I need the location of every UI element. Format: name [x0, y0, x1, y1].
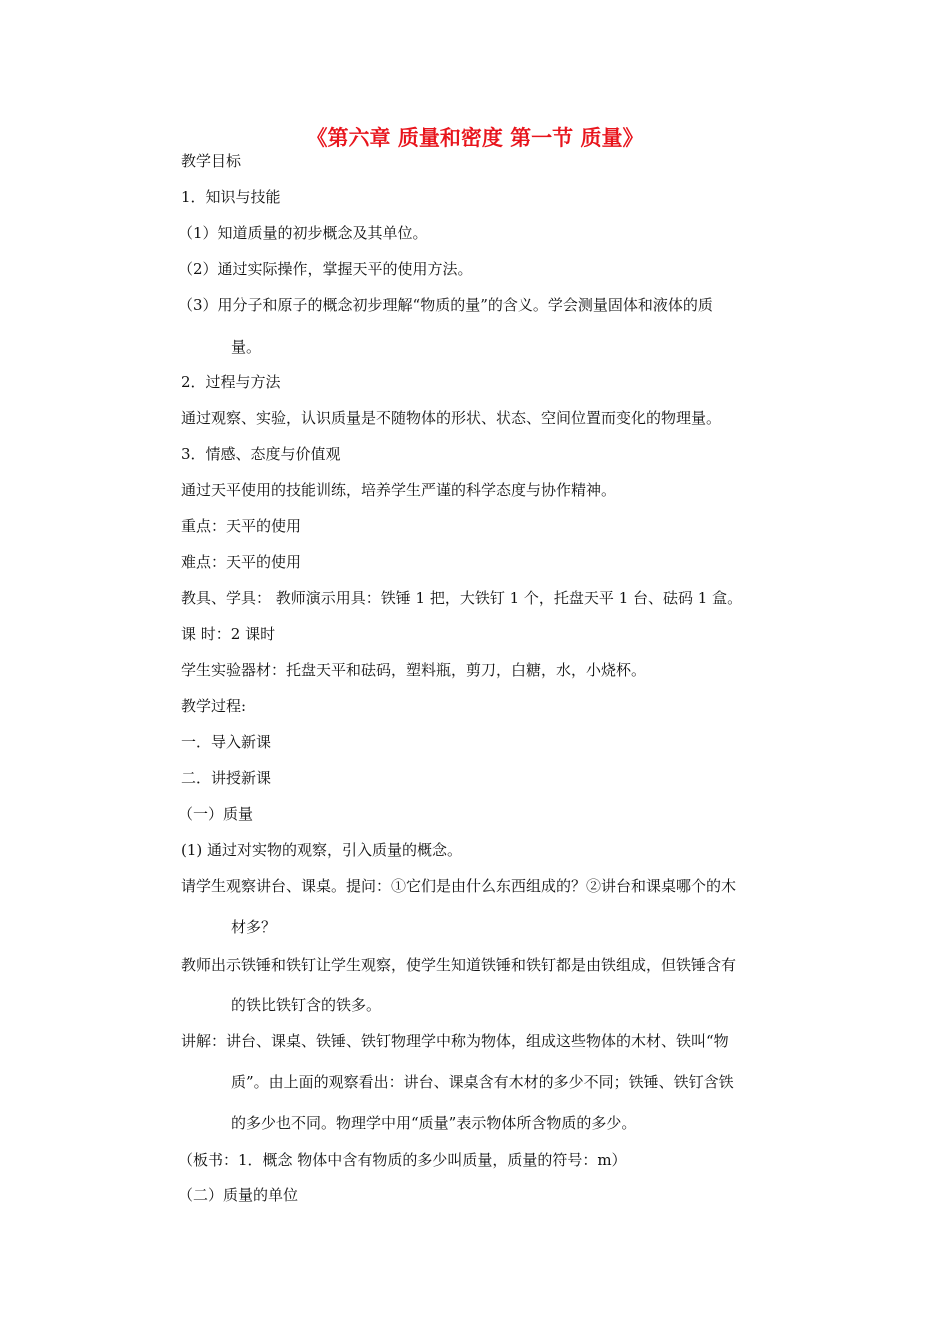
text-line: （2）通过实际操作，掌握天平的使用方法。 [178, 260, 473, 278]
text-line: 1．知识与技能 [181, 188, 281, 206]
text-line: 请学生观察讲台、课桌。提问：①它们是由什么东西组成的？②讲台和课桌哪个的木 [181, 877, 737, 895]
text-line: 二．讲授新课 [181, 769, 272, 787]
text-line: 材多？ [231, 918, 277, 936]
text-line: 重点：天平的使用 [181, 517, 302, 535]
text-line: 讲解：讲台、课桌、铁锤、铁钉物理学中称为物体，组成这些物体的木材、铁叫“物 [181, 1032, 729, 1050]
text-line: 难点：天平的使用 [181, 553, 302, 571]
document-title: 《第六章 质量和密度 第一节 质量》 [306, 125, 644, 150]
text-line: 教学目标 [181, 152, 242, 170]
text-line: （1）知道质量的初步概念及其单位。 [178, 224, 428, 242]
text-line: 3．情感、态度与价值观 [181, 445, 341, 463]
text-line: 教师出示铁锤和铁钉让学生观察，使学生知道铁锤和铁钉都是由铁组成，但铁锤含有 [181, 956, 737, 974]
text-line: （3）用分子和原子的概念初步理解“物质的量”的含义。学会测量固体和液体的质 [178, 296, 713, 314]
text-line: 一．导入新课 [181, 733, 272, 751]
text-line: （一）质量 [178, 805, 254, 823]
text-line: 的多少也不同。物理学中用“质量”表示物体所含物质的多少。 [231, 1114, 637, 1132]
text-line: 课 时：2 课时 [181, 625, 276, 643]
text-line: 学生实验器材：托盘天平和砝码，塑料瓶，剪刀，白糖，水，小烧杯。 [181, 661, 647, 679]
text-line: 的铁比铁钉含的铁多。 [231, 996, 382, 1014]
text-line: （二）质量的单位 [178, 1186, 299, 1204]
text-line: 通过天平使用的技能训练，培养学生严谨的科学态度与协作精神。 [181, 481, 617, 499]
text-line: 质”。由上面的观察看出：讲台、课桌含有木材的多少不同；铁锤、铁钉含铁 [231, 1073, 734, 1091]
text-line: 教具、学具： 教师演示用具：铁锤 1 把，大铁钉 1 个，托盘天平 1 台、砝码 1 盒。 [181, 589, 743, 607]
text-line: 通过观察、实验，认识质量是不随物体的形状、状态、空间位置而变化的物理量。 [181, 409, 722, 427]
text-line: （板书：1．概念 物体中含有物质的多少叫质量，质量的符号：m） [178, 1151, 627, 1169]
text-line: 教学过程: [181, 697, 247, 715]
text-line: (1) 通过对实物的观察，引入质量的概念。 [181, 841, 463, 859]
text-line: 2．过程与方法 [181, 373, 281, 391]
text-line: 量。 [231, 338, 262, 356]
